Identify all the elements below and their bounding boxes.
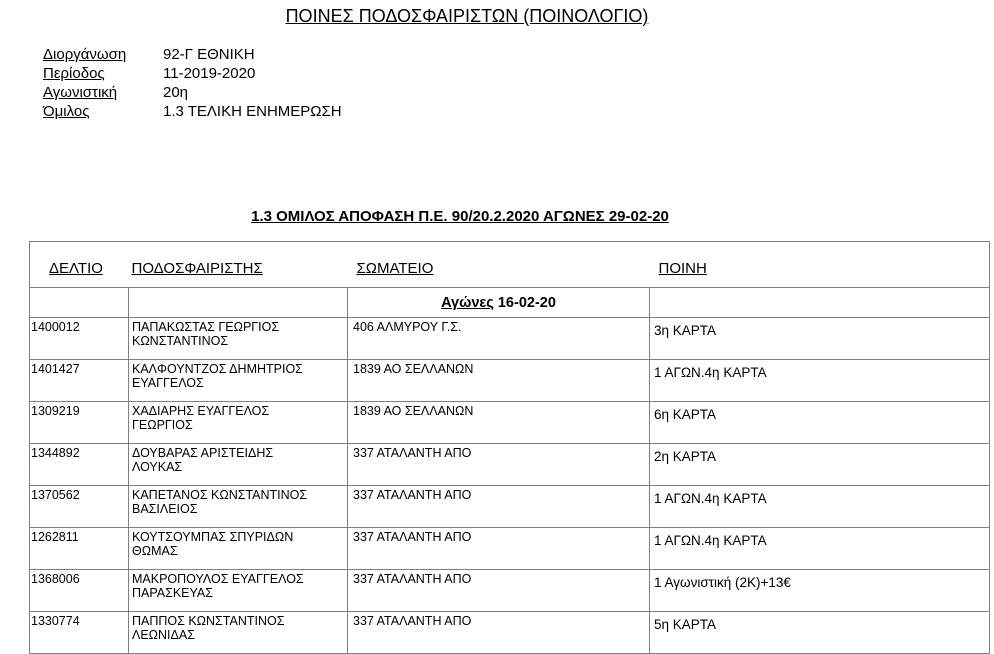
column-header-club: ΣΩΜΑΤΕΙΟ: [348, 242, 650, 288]
empty-cell: [129, 288, 348, 318]
player-name-line1: ΚΑΠΕΤΑΝΟΣ ΚΩΝΣΤΑΝΤΙΝΟΣ: [132, 488, 308, 502]
section-heading: 1.3 ΟΜΙΛΟΣ ΑΠΟΦΑΣΗ Π.Ε. 90/20.2.2020 ΑΓΩΝΕΣ 29-02-20: [251, 208, 669, 225]
player-name-line2: ΘΩΜΑΣ: [132, 544, 178, 558]
table-row: [30, 360, 990, 402]
player-name-line1: ΠΑΠΑΚΩΣΤΑΣ ΓΕΩΡΓΙΟΣ: [132, 320, 280, 334]
club-name: 337 ΑΤΑΛΑΝΤΗ ΑΠΟ: [353, 614, 472, 628]
group-date: 16-02-20: [497, 294, 556, 311]
card-number-cell: [30, 402, 129, 444]
penalty-cell: [650, 570, 990, 612]
table-header-row: [30, 242, 990, 288]
player-cell: [129, 570, 348, 612]
penalty-text: 2η ΚΑΡΤΑ: [654, 449, 717, 464]
player-name-line2: ΚΩΝΣΤΑΝΤΙΝΟΣ: [132, 334, 229, 348]
club-name: 337 ΑΤΑΛΑΝΤΗ ΑΠΟ: [353, 530, 472, 544]
club-name: 1839 ΑΟ ΣΕΛΛΑΝΩΝ: [353, 404, 474, 418]
club-cell: [348, 486, 650, 528]
penalty-cell: [650, 318, 990, 360]
meta-value: 11-2019-2020: [163, 65, 256, 82]
player-name-line2: ΒΑΣΙΛΕΙΟΣ: [132, 502, 198, 516]
player-name-line2: ΛΕΩΝΙΔΑΣ: [132, 628, 195, 642]
card-number: 1400012: [31, 320, 80, 334]
penalty-text: 1 ΑΓΩΝ.4η ΚΑΡΤΑ: [654, 533, 767, 548]
card-number: 1344892: [31, 446, 80, 460]
club-name: 337 ΑΤΑΛΑΝΤΗ ΑΠΟ: [353, 572, 472, 586]
document-title: ΠΟΙΝΕΣ ΠΟΔΟΣΦΑΙΡΙΣΤΩΝ (ΠΟΙΝΟΛΟΓΙΟ): [285, 6, 649, 26]
card-number: 1330774: [31, 614, 80, 628]
player-name-line1: ΠΑΠΠΟΣ ΚΩΝΣΤΑΝΤΙΝΟΣ: [132, 614, 285, 628]
table-row: [30, 402, 990, 444]
card-number: 1370562: [31, 488, 80, 502]
empty-cell: [30, 288, 129, 318]
player-cell: [129, 402, 348, 444]
column-header-card: ΔΕΛΤΙΟ: [30, 242, 129, 288]
meta-label: Περίοδος: [43, 65, 105, 82]
meta-label: Αγωνιστική: [43, 84, 118, 101]
table-row: [30, 318, 990, 360]
column-header-penalty: ΠΟΙΝΗ: [650, 242, 990, 288]
player-name-line2: ΕΥΑΓΓΕΛΟΣ: [132, 376, 204, 390]
player-cell: [129, 486, 348, 528]
meta-value: 1.3 ΤΕΛΙΚΗ ΕΝΗΜΕΡΩΣΗ: [163, 103, 342, 120]
player-name-line1: ΜΑΚΡΟΠΟΥΛΟΣ ΕΥΑΓΓΕΛΟΣ: [132, 572, 304, 586]
club-cell: [348, 528, 650, 570]
card-number-cell: [30, 528, 129, 570]
card-number: 1368006: [31, 572, 80, 586]
meta-value: 92-Γ ΕΘΝΙΚΗ: [163, 46, 255, 63]
meta-label: Διοργάνωση: [43, 46, 127, 63]
card-number: 1309219: [31, 404, 80, 418]
penalty-text: 1 Αγωνιστική (2Κ)+13€: [654, 575, 791, 590]
club-cell: [348, 570, 650, 612]
group-label-text: Αγώνες: [441, 294, 494, 311]
meta-label: Όμιλος: [43, 103, 90, 120]
penalty-cell: [650, 486, 990, 528]
player-name-line1: ΚΑΛΦΟΥΝΤΖΟΣ ΔΗΜΗΤΡΙΟΣ: [132, 362, 303, 376]
player-cell: [129, 612, 348, 654]
penalty-cell: [650, 528, 990, 570]
penalties-table: [29, 241, 990, 654]
card-number-cell: [30, 318, 129, 360]
penalty-text: 6η ΚΑΡΤΑ: [654, 407, 717, 422]
player-name-line2: ΓΕΩΡΓΙΟΣ: [132, 418, 193, 432]
meta-value: 20η: [163, 84, 189, 101]
empty-cell: [650, 288, 990, 318]
penalty-cell: [650, 402, 990, 444]
card-number-cell: [30, 360, 129, 402]
club-name: 1839 ΑΟ ΣΕΛΛΑΝΩΝ: [353, 362, 474, 376]
player-cell: [129, 318, 348, 360]
club-cell: [348, 318, 650, 360]
card-number: 1262811: [31, 530, 79, 544]
card-number-cell: [30, 486, 129, 528]
group-row: [30, 288, 990, 318]
club-cell: [348, 612, 650, 654]
club-cell: [348, 360, 650, 402]
club-name: 406 ΑΛΜΥΡΟΥ Γ.Σ.: [353, 320, 462, 334]
player-cell: [129, 360, 348, 402]
penalty-text: 3η ΚΑΡΤΑ: [654, 323, 717, 338]
club-name: 337 ΑΤΑΛΑΝΤΗ ΑΠΟ: [353, 488, 472, 502]
table-row: [30, 612, 990, 654]
table-row: [30, 444, 990, 486]
player-name-line1: ΧΑΔΙΑΡΗΣ ΕΥΑΓΓΕΛΟΣ: [132, 404, 270, 418]
group-label: [348, 288, 650, 318]
club-name: 337 ΑΤΑΛΑΝΤΗ ΑΠΟ: [353, 446, 472, 460]
player-name-line1: ΚΟΥΤΣΟΥΜΠΑΣ ΣΠΥΡΙΔΩΝ: [132, 530, 294, 544]
player-name-line2: ΛΟΥΚΑΣ: [132, 460, 183, 474]
card-number-cell: [30, 444, 129, 486]
penalty-text: 1 ΑΓΩΝ.4η ΚΑΡΤΑ: [654, 491, 767, 506]
table-row: [30, 570, 990, 612]
player-name-line1: ΔΟΥΒΑΡΑΣ ΑΡΙΣΤΕΙΔΗΣ: [132, 446, 274, 460]
card-number-cell: [30, 570, 129, 612]
card-number-cell: [30, 612, 129, 654]
card-number: 1401427: [31, 362, 80, 376]
penalty-cell: [650, 444, 990, 486]
club-cell: [348, 402, 650, 444]
player-cell: [129, 528, 348, 570]
table-row: [30, 486, 990, 528]
player-name-line2: ΠΑΡΑΣΚΕΥΑΣ: [132, 586, 213, 600]
penalty-cell: [650, 360, 990, 402]
penalty-text: 5η ΚΑΡΤΑ: [654, 617, 717, 632]
penalty-text: 1 ΑΓΩΝ.4η ΚΑΡΤΑ: [654, 365, 767, 380]
table-row: [30, 528, 990, 570]
club-cell: [348, 444, 650, 486]
player-cell: [129, 444, 348, 486]
penalty-cell: [650, 612, 990, 654]
column-header-player: ΠΟΔΟΣΦΑΙΡΙΣΤΗΣ: [129, 242, 348, 288]
